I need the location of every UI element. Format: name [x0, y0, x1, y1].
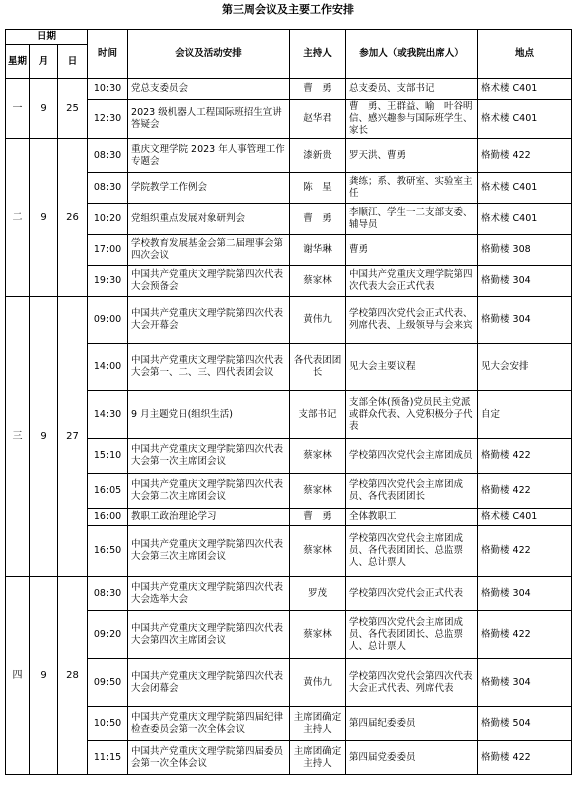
- location-cell: 格勤楼 304: [478, 297, 572, 344]
- weekday-header: 星期: [6, 45, 30, 79]
- location-cell: 格术楼 C401: [478, 173, 572, 204]
- host-cell: 黄伟九: [290, 297, 346, 344]
- host-cell: 漆新贵: [290, 139, 346, 173]
- time-cell: 09:50: [88, 659, 128, 707]
- table-row: [6, 741, 572, 775]
- location-cell: 格术楼 C401: [478, 204, 572, 235]
- table-row: [6, 344, 572, 391]
- host-cell: 蔡家林: [290, 474, 346, 509]
- weekday-cell: 二: [6, 139, 30, 297]
- meeting-cell: 中国共产党重庆文理学院第四次代表大会第一、二、三、四代表团会议: [128, 344, 290, 391]
- table-row: [6, 707, 572, 741]
- table-row: [6, 611, 572, 659]
- table-row: [6, 439, 572, 474]
- attendees-cell: 曹勇: [346, 235, 478, 266]
- host-cell: 支部书记: [290, 391, 346, 439]
- meeting-cell: 中国共产党重庆文理学院第四次代表大会第二次主席团会议: [128, 474, 290, 509]
- table-row: [6, 173, 572, 204]
- attendees-cell: 支部全体(预备)党员民主党派或群众代表、入党积极分子代表: [346, 391, 478, 439]
- table-row: [6, 79, 572, 100]
- meeting-cell: 中国共产党重庆文理学院第四次代表大会第三次主席团会议: [128, 526, 290, 577]
- location-cell: 格勤楼 422: [478, 474, 572, 509]
- host-cell: 赵华君: [290, 100, 346, 139]
- attendees-cell: 总支委员、支部书记: [346, 79, 478, 100]
- host-cell: 各代表团团长: [290, 344, 346, 391]
- meeting-cell: 中国共产党重庆文理学院第四次代表大会开幕会: [128, 297, 290, 344]
- attendees-header: 参加人（或我院出席人）: [346, 30, 478, 79]
- table-row: [6, 235, 572, 266]
- meeting-cell: 学校教育发展基金会第二届理事会第四次会议: [128, 235, 290, 266]
- meeting-cell: 学院教学工作例会: [128, 173, 290, 204]
- host-cell: 曹 勇: [290, 509, 346, 526]
- location-cell: 格勤楼 304: [478, 266, 572, 297]
- time-cell: 08:30: [88, 577, 128, 611]
- attendees-cell: 学校第四次党代会主席团成员: [346, 439, 478, 474]
- host-cell: 曹 勇: [290, 79, 346, 100]
- time-cell: 16:50: [88, 526, 128, 577]
- time-cell: 10:30: [88, 79, 128, 100]
- location-cell: 格勤楼 422: [478, 741, 572, 775]
- host-cell: 蔡家林: [290, 439, 346, 474]
- month-cell: 9: [30, 577, 58, 775]
- meeting-cell: 中国共产党重庆文理学院第四届委员会第一次全体会议: [128, 741, 290, 775]
- time-cell: 14:00: [88, 344, 128, 391]
- meeting-cell: 党组织重点发展对象研判会: [128, 204, 290, 235]
- host-cell: 蔡家林: [290, 526, 346, 577]
- location-header: 地点: [478, 30, 572, 79]
- attendees-cell: 学校第四次党代会主席团成员、各代表团团长、总监票人、总计票人: [346, 526, 478, 577]
- host-cell: 主席团确定主持人: [290, 741, 346, 775]
- time-cell: 19:30: [88, 266, 128, 297]
- month-cell: 9: [30, 139, 58, 297]
- attendees-cell: 学校第四次党代会正式代表: [346, 577, 478, 611]
- meeting-cell: 中国共产党重庆文理学院第四次代表大会选举大会: [128, 577, 290, 611]
- date-group-header: 日期: [6, 30, 88, 45]
- day-cell: 28: [58, 577, 88, 775]
- schedule-table: [5, 29, 572, 775]
- host-cell: 陈 星: [290, 173, 346, 204]
- location-cell: 格勤楼 304: [478, 659, 572, 707]
- location-cell: 格勤楼 308: [478, 235, 572, 266]
- attendees-cell: 学校第四次党代会正式代表、列席代表、上级领导与会来宾: [346, 297, 478, 344]
- time-cell: 10:50: [88, 707, 128, 741]
- host-cell: 蔡家林: [290, 266, 346, 297]
- attendees-cell: 中国共产党重庆文理学院第四次代表大会正式代表: [346, 266, 478, 297]
- location-cell: 自定: [478, 391, 572, 439]
- attendees-cell: 学校第四次党代会主席团成员、各代表团团长、总监票人、总计票人: [346, 611, 478, 659]
- day-cell: 25: [58, 79, 88, 139]
- weekday-cell: 三: [6, 297, 30, 577]
- host-cell: 蔡家林: [290, 611, 346, 659]
- month-header: 月: [30, 45, 58, 79]
- meeting-cell: 2023 级机器人工程国际班招生宣讲答疑会: [128, 100, 290, 139]
- host-cell: 主席团确定主持人: [290, 707, 346, 741]
- table-row: [6, 391, 572, 439]
- time-cell: 08:30: [88, 173, 128, 204]
- location-cell: 格术楼 C401: [478, 509, 572, 526]
- table-row: [6, 474, 572, 509]
- month-cell: 9: [30, 79, 58, 139]
- attendees-cell: 学校第四次党代会主席团成员、各代表团团长: [346, 474, 478, 509]
- table-row: [6, 100, 572, 139]
- location-cell: 格勤楼 422: [478, 139, 572, 173]
- meeting-cell: 中国共产党重庆文理学院第四届纪律检查委员会第一次全体会议: [128, 707, 290, 741]
- attendees-cell: 李顺江、学生一二支部支委、辅导员: [346, 204, 478, 235]
- attendees-cell: 全体教职工: [346, 509, 478, 526]
- table-row: [6, 204, 572, 235]
- table-row: [6, 526, 572, 577]
- table-row: [6, 577, 572, 611]
- meeting-header: 会议及活动安排: [128, 30, 290, 79]
- host-cell: 曹 勇: [290, 204, 346, 235]
- time-cell: 09:00: [88, 297, 128, 344]
- time-cell: 11:15: [88, 741, 128, 775]
- location-cell: 格勤楼 422: [478, 611, 572, 659]
- host-cell: 谢华琳: [290, 235, 346, 266]
- month-cell: 9: [30, 297, 58, 577]
- meeting-cell: 中国共产党重庆文理学院第四次代表大会预备会: [128, 266, 290, 297]
- day-header: 日: [58, 45, 88, 79]
- time-cell: 16:00: [88, 509, 128, 526]
- day-cell: 26: [58, 139, 88, 297]
- attendees-cell: 学校第四次党代会第四次代表大会正式代表、列席代表: [346, 659, 478, 707]
- time-cell: 15:10: [88, 439, 128, 474]
- table-row: [6, 509, 572, 526]
- day-cell: 27: [58, 297, 88, 577]
- location-cell: 格术楼 C401: [478, 79, 572, 100]
- time-cell: 17:00: [88, 235, 128, 266]
- table-row: [6, 659, 572, 707]
- time-cell: 12:30: [88, 100, 128, 139]
- location-cell: 见大会安排: [478, 344, 572, 391]
- attendees-cell: 第四届纪委委员: [346, 707, 478, 741]
- attendees-cell: 罗天洪、曹勇: [346, 139, 478, 173]
- location-cell: 格勤楼 422: [478, 526, 572, 577]
- time-cell: 14:30: [88, 391, 128, 439]
- time-header: 时间: [88, 30, 128, 79]
- table-row: [6, 139, 572, 173]
- meeting-cell: 中国共产党重庆文理学院第四次代表大会第一次主席团会议: [128, 439, 290, 474]
- time-cell: 09:20: [88, 611, 128, 659]
- schedule-body: [6, 79, 572, 775]
- location-cell: 格术楼 C401: [478, 100, 572, 139]
- time-cell: 10:20: [88, 204, 128, 235]
- meeting-cell: 中国共产党重庆文理学院第四次代表大会闭幕会: [128, 659, 290, 707]
- attendees-cell: 见大会主要议程: [346, 344, 478, 391]
- host-header: 主持人: [290, 30, 346, 79]
- host-cell: 罗茂: [290, 577, 346, 611]
- attendees-cell: 曹 勇、王群益、喻 叶谷明信、感兴趣参与国际班学生、家长: [346, 100, 478, 139]
- meeting-cell: 党总支委员会: [128, 79, 290, 100]
- meeting-cell: 9 月主题党日(组织生活): [128, 391, 290, 439]
- attendees-cell: 龚练；系、教研室、实验室主任: [346, 173, 478, 204]
- location-cell: 格勤楼 422: [478, 439, 572, 474]
- attendees-cell: 第四届党委委员: [346, 741, 478, 775]
- time-cell: 16:05: [88, 474, 128, 509]
- page-title: 第三周会议及主要工作安排: [222, 3, 354, 16]
- table-row: [6, 266, 572, 297]
- host-cell: 黄伟九: [290, 659, 346, 707]
- weekday-cell: 一: [6, 79, 30, 139]
- location-cell: 格勤楼 504: [478, 707, 572, 741]
- meeting-cell: 教职工政治理论学习: [128, 509, 290, 526]
- location-cell: 格勤楼 304: [478, 577, 572, 611]
- table-row: [6, 297, 572, 344]
- time-cell: 08:30: [88, 139, 128, 173]
- meeting-cell: 中国共产党重庆文理学院第四次代表大会第四次主席团会议: [128, 611, 290, 659]
- weekday-cell: 四: [6, 577, 30, 775]
- meeting-cell: 重庆文理学院 2023 年人事管理工作专题会: [128, 139, 290, 173]
